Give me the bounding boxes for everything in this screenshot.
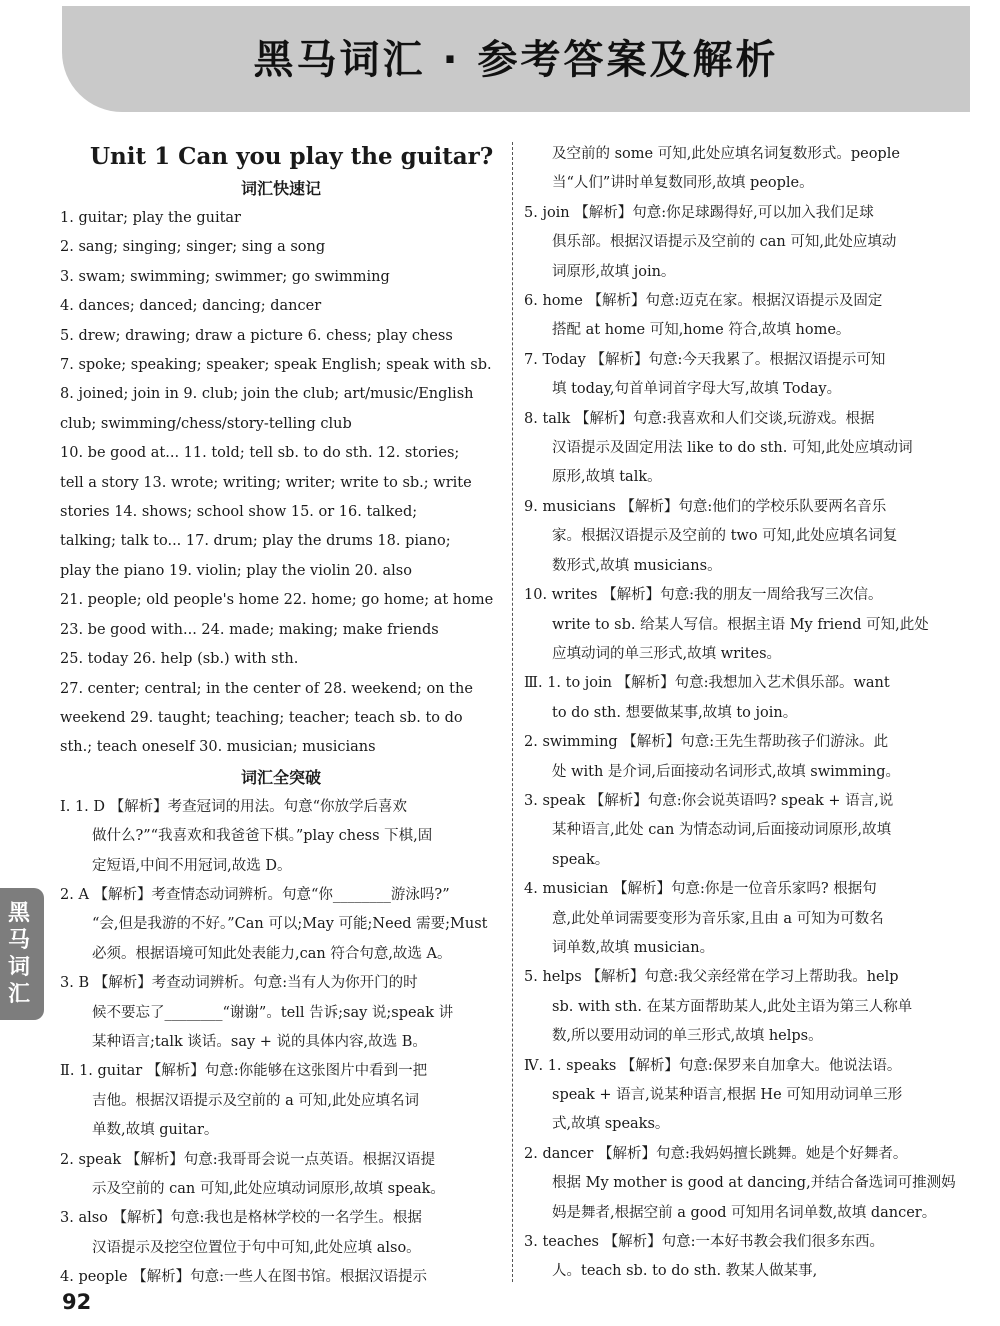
text-line: 单数,故填 guitar。 (92, 1122, 219, 1139)
text-line: 定短语,中间不用冠词,故选 D。 (92, 857, 292, 874)
text-line: tell a story 13. wrote; writing; writer; write to sb.; write (60, 474, 472, 491)
text-line: 必须。根据语境可知此处表能力,can 符合句意,故选 A。 (92, 945, 452, 962)
text-line: 1. guitar; play the guitar (60, 210, 241, 226)
text-line: 3. B 【解析】考查动词辨析。句意:当有人为你开门的时 (60, 975, 418, 992)
text-line: talking; talk to... 17. drum; play the drums 18. piano; (60, 533, 451, 550)
text-line: 2. swimming 【解析】句意:王先生帮助孩子们游泳。此 (524, 734, 889, 751)
text-line: 3. speak 【解析】句意:你会说英语吗? speak + 语言,说 (524, 792, 894, 809)
text-line: 2. dancer 【解析】句意:我妈妈擅长跳舞。她是个好舞者。 (524, 1145, 908, 1162)
page-title: 黑马词汇 · 参考答案及解析 (253, 37, 779, 83)
text-line: 汉语提示及挖空位置位于句中可知,此处应填 also。 (92, 1239, 421, 1256)
text-line: 及空前的 some 可知,此处应填名词复数形式。people (552, 146, 900, 162)
text-line: 8. talk 【解析】句意:我喜欢和人们交谈,玩游戏。根据 (524, 410, 875, 427)
text-line: 5. drew; drawing; draw a picture 6. chess; play chess (60, 327, 453, 344)
page-number: 92 (62, 1290, 92, 1314)
column-divider (512, 142, 513, 1282)
text-line: 7. spoke; speaking; speaker; speak English; speak with sb. (60, 357, 492, 374)
text-line: write to sb. 给某人写信。根据主语 My friend 可知,此处 (552, 616, 929, 633)
text-line: 5. join 【解析】句意:你足球踢得好,可以加入我们足球 (524, 204, 874, 221)
text-line: 式,故填 speaks。 (552, 1116, 670, 1133)
text-line: 3. swam; swimming; swimmer; go swimming (60, 268, 390, 285)
text-line: speak + 语言,说某种语言,根据 He 可知用动词单三形 (552, 1087, 903, 1103)
text-line: 某种语言,此处 can 为情态动词,后面接动词原形,故填 (552, 822, 892, 839)
text-line: 当“人们”讲时单复数同形,故填 people。 (552, 175, 814, 192)
side-tab (0, 888, 44, 1020)
text-line: 吉他。根据汉语提示及空前的 a 可知,此处应填名词 (92, 1092, 419, 1109)
text-line: Ⅰ. 1. D 【解析】考查冠词的用法。句意“你放学后喜欢 (60, 798, 408, 815)
text-line: 数形式,故填 musicians。 (552, 557, 722, 574)
section-heading: 词汇全突破 (240, 767, 321, 787)
left-column (60, 140, 502, 1293)
text-line: 汉语提示及固定用法 like to do sth. 可知,此处应填动词 (552, 440, 913, 457)
text-line: Ⅲ. 1. to join 【解析】句意:我想加入艺术俱乐部。want (524, 675, 890, 692)
text-line: stories 14. shows; school show 15. or 16. talked; (60, 504, 418, 521)
text-line: 词原形,故填 join。 (552, 263, 676, 280)
text-line: Ⅳ. 1. speaks 【解析】句意:保罗来自加拿大。他说法语。 (524, 1057, 902, 1074)
text-line: 俱乐部。根据汉语提示及空前的 can 可知,此处应填动 (552, 234, 897, 251)
text-line: 处 with 是介词,后面接动名词形式,故填 swimming。 (552, 763, 901, 780)
text-line: 3. also 【解析】句意:我也是格林学校的一名学生。根据 (60, 1210, 422, 1227)
text-line: 4. people 【解析】句意:一些人在图书馆。根据汉语提示 (60, 1269, 428, 1286)
text-line: 6. home 【解析】句意:迈克在家。根据汉语提示及固定 (524, 293, 883, 310)
text-line: 3. teaches 【解析】句意:一本好书教会我们很多东西。 (524, 1234, 884, 1251)
text-line: 做什么?”“我喜欢和我爸爸下棋。”play chess 下棋,固 (92, 828, 433, 845)
unit-title: Unit 1 Can you play the guitar? (90, 143, 494, 170)
text-line: 某种语言;talk 谈话。say + 说的具体内容,故选 B。 (92, 1033, 427, 1050)
text-line: 2. A 【解析】考查情态动词辨析。句意“你________游泳吗?” (60, 886, 450, 903)
text-line: 8. joined; join in 9. club; join the club; art/music/English (60, 386, 474, 403)
text-line: 原形,故填 talk。 (552, 469, 662, 486)
text-line: 意,此处单词需要变形为音乐家,且由 a 可知为可数名 (552, 910, 884, 927)
text-line: 7. Today 【解析】句意:今天我累了。根据汉语提示可知 (524, 351, 886, 368)
text-line: “会,但是我游的不好。”Can 可以;May 可能;Need 需要;Must (92, 916, 488, 933)
section-heading: 词汇快速记 (240, 179, 321, 198)
text-line: 4. dances; danced; dancing; dancer (60, 298, 322, 315)
text-line: sth.; teach oneself 30. musician; musicians (60, 739, 376, 756)
text-line: 10. be good at... 11. told; tell sb. to do sth. 12. stories; (60, 445, 460, 462)
text-line: 10. writes 【解析】句意:我的朋友一周给我写三次信。 (524, 587, 883, 604)
text-line: sb. with sth. 在某方面帮助某人,此处主语为第三人称单 (552, 998, 913, 1015)
text-line: 搭配 at home 可知,home 符合,故填 home。 (552, 322, 851, 339)
text-line: 候不要忘了________“谢谢”。tell 告诉;say 说;speak 讲 (92, 1004, 454, 1021)
text-line: 家。根据汉语提示及空前的 two 可知,此处应填名词复 (552, 528, 898, 545)
text-line: club; swimming/chess/story-telling club (60, 415, 352, 432)
text-line: 2. sang; singing; singer; sing a song (60, 239, 326, 256)
text-line: to do sth. 想要做某事,故填 to join。 (552, 704, 798, 721)
text-line: 示及空前的 can 可知,此处应填动词原形,故填 speak。 (92, 1181, 445, 1197)
text-line: 根据 My mother is good at dancing,并结合备选词可推测妈 (552, 1175, 956, 1192)
text-line: 21. people; old people's home 22. home; go home; at home (60, 592, 494, 609)
text-line: 数,所以要用动词的单三形式,故填 helps。 (552, 1028, 823, 1045)
text-line: 25. today 26. help (sb.) with sth. (60, 651, 299, 668)
right-column (524, 140, 972, 1287)
text-line: weekend 29. taught; teaching; teacher; teach sb. to do (60, 709, 463, 726)
text-line: 应填动词的单三形式,故填 writes。 (552, 645, 782, 662)
text-line: 9. musicians 【解析】句意:他们的学校乐队要两名音乐 (524, 498, 887, 515)
text-line: 人。teach sb. to do sth. 教某人做某事, (552, 1263, 818, 1280)
text-line: 妈是舞者,根据空前 a good 可知用名词单数,故填 dancer。 (552, 1204, 937, 1221)
text-line: 词单数,故填 musician。 (552, 939, 715, 956)
text-line: 27. center; central; in the center of 28. weekend; on the (60, 680, 473, 697)
header-banner (62, 6, 970, 112)
text-line: 2. speak 【解析】句意:我哥哥会说一点英语。根据汉语提 (60, 1151, 436, 1168)
text-line: play the piano 19. violin; play the violin 20. also (60, 562, 412, 579)
text-line: Ⅱ. 1. guitar 【解析】句意:你能够在这张图片中看到一把 (60, 1063, 428, 1080)
text-line: 4. musician 【解析】句意:你是一位音乐家吗? 根据句 (524, 881, 877, 898)
text-line: speak。 (552, 851, 610, 868)
text-line: 23. be good with... 24. made; making; make friends (60, 621, 439, 638)
text-line: 5. helps 【解析】句意:我父亲经常在学习上帮助我。help (524, 969, 899, 986)
side-tab-label: 黑 马 词 汇 (7, 901, 30, 1007)
text-line: 填 today,句首单词首字母大写,故填 Today。 (552, 381, 842, 398)
